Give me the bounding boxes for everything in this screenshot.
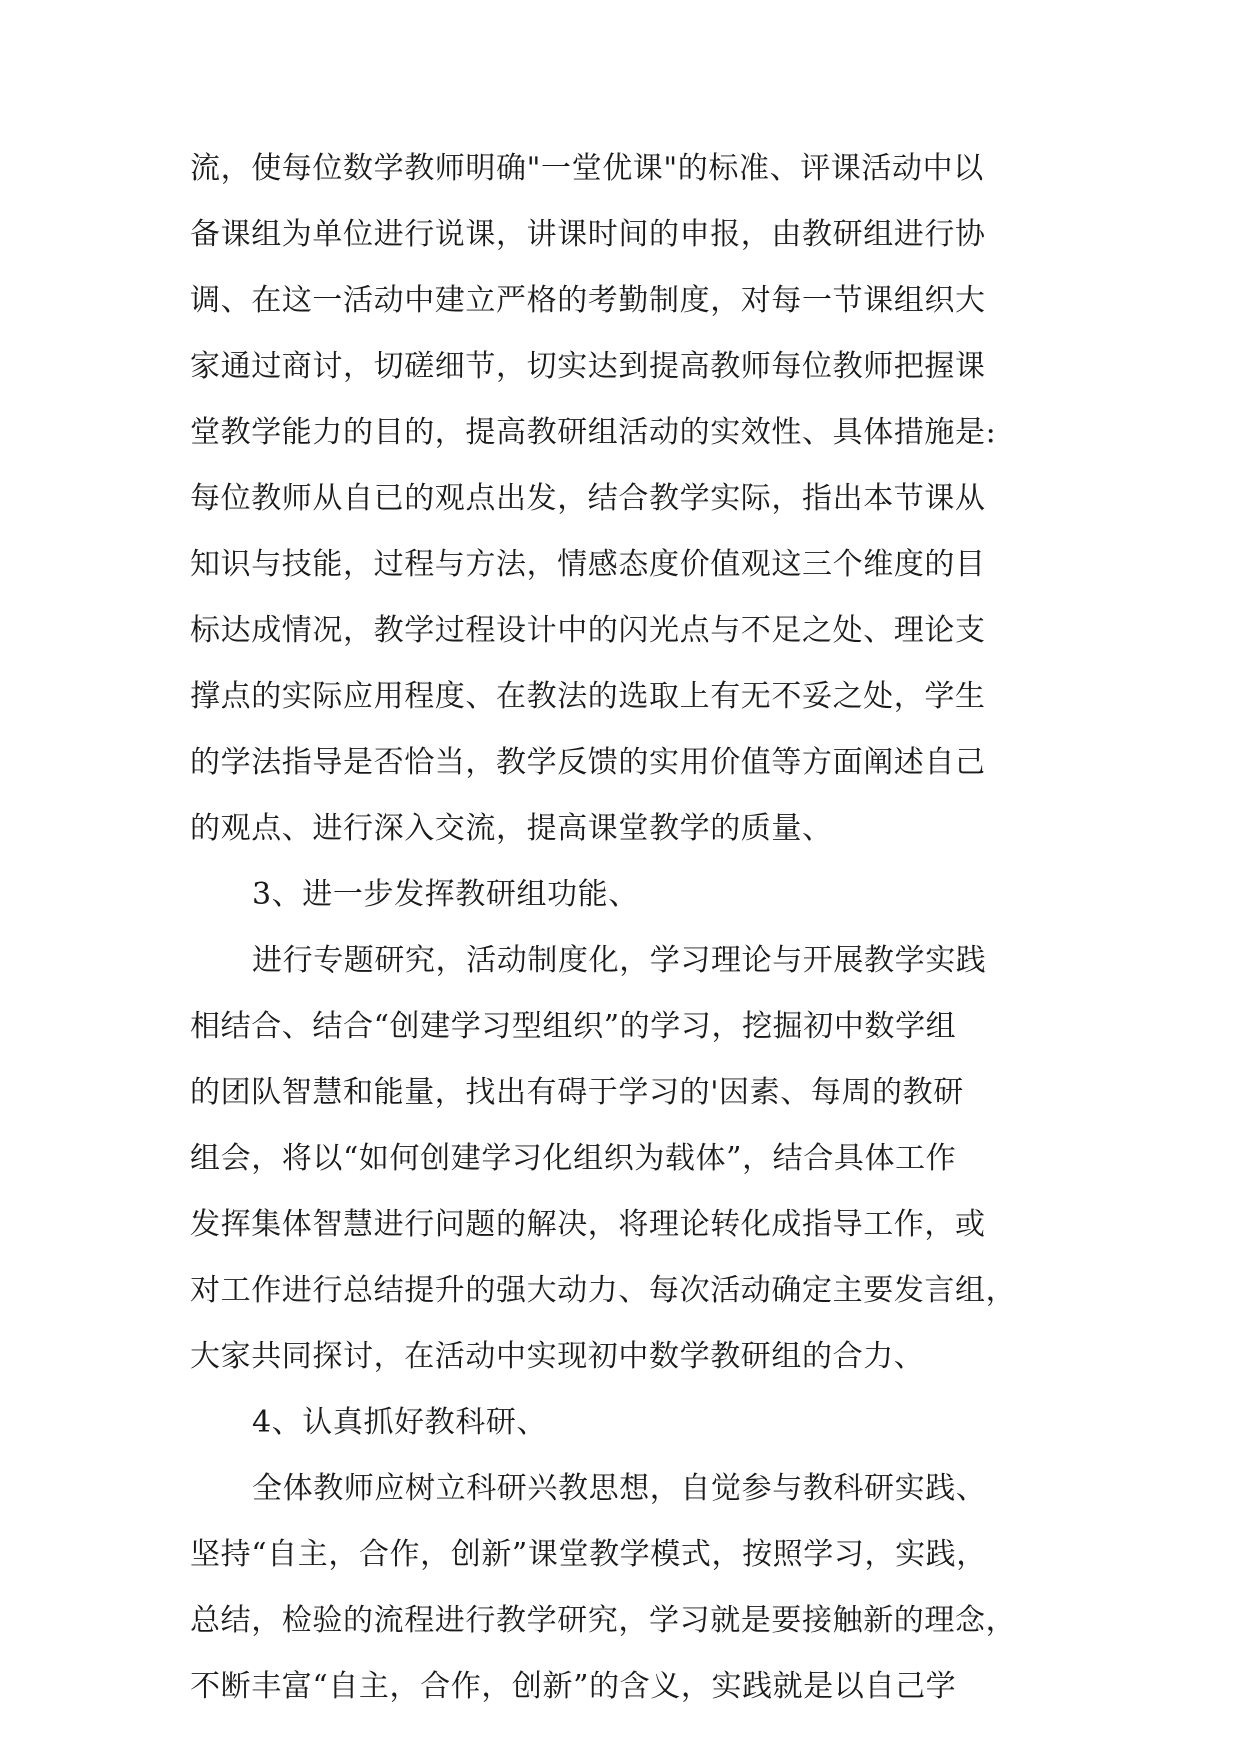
paragraph-first-line: 进行专题研究，活动制度化，学习理论与开展教学实践 <box>252 943 987 978</box>
text-line: 组会，将以“如何创建学习化组织为载体”，结合具体工作 <box>190 1141 957 1176</box>
text-line: 的团队智慧和能量，找出有碍于学习的'因素、每周的教研 <box>190 1075 964 1110</box>
text-line: 标达成情况，教学过程设计中的闪光点与不足之处、理论支 <box>190 613 986 648</box>
text-line: 撑点的实际应用程度、在教法的选取上有无不妥之处，学生 <box>190 679 986 714</box>
text-line: 发挥集体智慧进行问题的解决，将理论转化成指导工作，或 <box>190 1207 986 1242</box>
text-line: 流，使每位数学教师明确"一堂优课"的标准、评课活动中以 <box>190 151 984 186</box>
text-line: 坚持“自主，合作，创新”课堂教学模式，按照学习，实践， <box>190 1537 987 1572</box>
section-heading: 3、进一步发挥教研组功能、 <box>252 877 639 912</box>
text-line: 相结合、结合“创建学习型组织”的学习，挖掘初中数学组 <box>190 1009 957 1044</box>
text-line: 大家共同探讨，在活动中实现初中数学教研组的合力、 <box>190 1339 925 1374</box>
text-line: 知识与技能，过程与方法，情感态度价值观这三个维度的目 <box>190 547 986 582</box>
section-heading: 4、认真抓好教科研、 <box>252 1405 548 1440</box>
text-line: 不断丰富“自主，合作，创新”的含义，实践就是以自己学 <box>190 1669 957 1704</box>
text-line: 堂教学能力的目的，提高教研组活动的实效性、具体措施是: <box>190 415 997 450</box>
paragraph-first-line: 全体教师应树立科研兴教思想，自觉参与教科研实践、 <box>252 1471 987 1506</box>
text-line: 每位教师从自已的观点出发，结合教学实际，指出本节课从 <box>190 481 986 516</box>
text-line: 的观点、进行深入交流，提高课堂教学的质量、 <box>190 811 833 846</box>
text-line: 家通过商讨，切磋细节，切实达到提高教师每位教师把握课 <box>190 349 986 384</box>
text-line: 备课组为单位进行说课，讲课时间的申报，由教研组进行协 <box>190 217 986 252</box>
text-line: 总结，检验的流程进行教学研究，学习就是要接触新的理念， <box>190 1603 1017 1638</box>
text-line: 调、在这一活动中建立严格的考勤制度，对每一节课组织大 <box>190 283 986 318</box>
text-line: 对工作进行总结提升的强大动力、每次活动确定主要发言组， <box>190 1273 1017 1308</box>
text-line: 的学法指导是否恰当，教学反馈的实用价值等方面阐述自己 <box>190 745 986 780</box>
